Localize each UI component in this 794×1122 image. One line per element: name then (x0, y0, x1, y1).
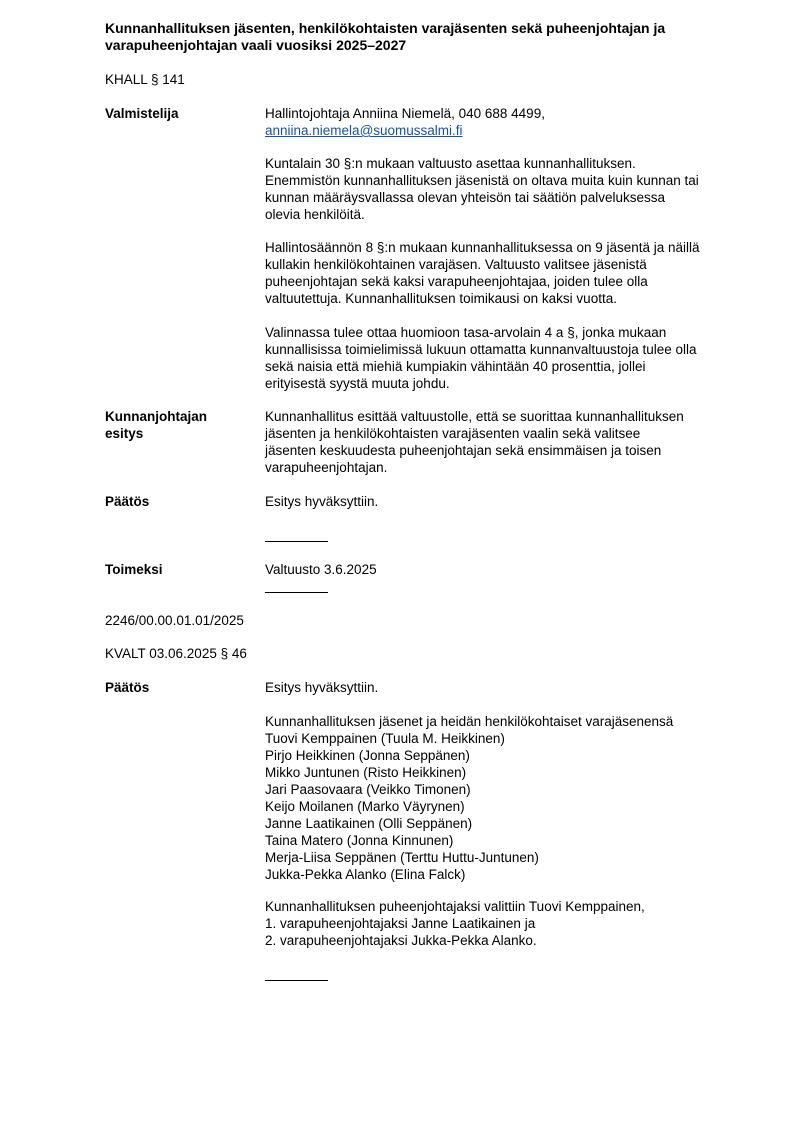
email-link[interactable]: anniina.niemela@suomussalmi.fi (265, 123, 463, 138)
valmistelija-paragraph-2 (265, 239, 700, 307)
paragraph-line: Kunnanhallitus esittää valtuustolle, että se suorittaa kunnanhallituksen (265, 409, 684, 424)
document-title (105, 20, 665, 54)
member-item: Jukka-Pekka Alanko (Elina Falck) (265, 867, 466, 882)
section-divider (265, 541, 328, 542)
member-item: Keijo Moilanen (Marko Väyrynen) (265, 799, 465, 814)
paragraph-line: Kunnanhallituksen puheenjohtajaksi valittiin Tuovi Kemppainen, (265, 899, 645, 914)
member-item: Merja-Liisa Seppänen (Terttu Huttu-Juntunen) (265, 850, 539, 865)
member-item: Janne Laatikainen (Olli Seppänen) (265, 816, 473, 831)
paragraph-line: jäsenten ja henkilökohtaisten varajäsenten vaalin sekä valitsee (265, 426, 641, 441)
valmistelija-paragraph-1 (265, 155, 699, 223)
section-divider (265, 592, 328, 593)
khall-reference: KHALL § 141 (105, 72, 185, 87)
member-item: Mikko Juntunen (Risto Heikkinen) (265, 765, 467, 780)
member-item: Jari Paasovaara (Veikko Timonen) (265, 782, 471, 797)
paragraph-line: valtuutettuja. Kunnanhallituksen toimikausi on kaksi vuotta. (265, 291, 617, 306)
paatos-label-2: Päätös (105, 680, 150, 695)
title-line-1: Kunnanhallituksen jäsenten, henkilökohtaisten varajäsenten sekä puheenjohtajan ja (105, 20, 666, 36)
chair-election (265, 898, 645, 949)
paragraph-line: varapuheenjohtajan. (265, 460, 388, 475)
valmistelija-paragraph-3 (265, 324, 697, 392)
paragraph-line: erityisestä syystä muuta johdu. (265, 376, 450, 391)
toimeksi-label: Toimeksi (105, 562, 163, 577)
valmistelija-block (265, 105, 545, 139)
member-item: Pirjo Heikkinen (Jonna Seppänen) (265, 748, 470, 763)
paragraph-line: jäsenten keskuudesta puheenjohtajan sekä ensimmäisen ja toisen (265, 443, 662, 458)
paragraph-line: Enemmistön kunnanhallituksen jäsenistä on oltava muita kuin kunnan tai (265, 173, 699, 188)
paragraph-line: Valinnassa tulee ottaa huomioon tasa-arvolain 4 a §, jonka mukaan (265, 325, 667, 340)
toimeksi-text: Valtuusto 3.6.2025 (265, 562, 377, 577)
paragraph-line: 1. varapuheenjohtajaksi Janne Laatikainen ja (265, 916, 536, 931)
diary-number: 2246/00.00.01.01/2025 (105, 613, 244, 628)
paragraph-line: kullakin henkilökohtainen varajäsen. Valtuusto valitsee jäsenistä (265, 257, 647, 272)
paatos-text-2: Esitys hyväksyttiin. (265, 680, 379, 695)
paatos-label: Päätös (105, 494, 150, 509)
paragraph-line: Hallintosäännön 8 §:n mukaan kunnanhallituksessa on 9 jäsentä ja näillä (265, 240, 700, 255)
kvalt-reference: KVALT 03.06.2025 § 46 (105, 646, 247, 661)
esitys-label-line-2: esitys (105, 426, 144, 441)
paragraph-line: puheenjohtajan sekä kaksi varapuheenjohtajaa, joiden tulee olla (265, 274, 648, 289)
paragraph-line: kunnan määräysvallassa olevan yhteisön tai säätiön palveluksessa (265, 190, 665, 205)
member-item: Tuovi Kemppainen (Tuula M. Heikkinen) (265, 731, 505, 746)
esitys-text (265, 408, 684, 476)
paragraph-line: Kuntalain 30 §:n mukaan valtuusto asettaa kunnanhallituksen. (265, 156, 636, 171)
section-divider (265, 980, 328, 981)
members-list (265, 713, 673, 883)
members-intro: Kunnanhallituksen jäsenet ja heidän henkilökohtaiset varajäsenensä (265, 714, 674, 729)
paragraph-line: kunnallisissa toimielimissä lukuun ottamatta kunnanvaltuustoja tulee olla (265, 342, 697, 357)
paragraph-line: sekä naisia että miehiä kumpiakin vähintään 40 prosenttia, jollei (265, 359, 646, 374)
esitys-label-line-1: Kunnanjohtajan (105, 409, 207, 424)
paragraph-line: olevia henkilöitä. (265, 207, 365, 222)
paragraph-line: 2. varapuheenjohtajaksi Jukka-Pekka Alanko. (265, 933, 537, 948)
member-item: Taina Matero (Jonna Kinnunen) (265, 833, 454, 848)
paatos-text: Esitys hyväksyttiin. (265, 494, 379, 509)
esitys-label (105, 408, 207, 442)
valmistelija-label: Valmistelija (105, 106, 179, 121)
preparer-line: Hallintojohtaja Anniina Niemelä, 040 688 4499, (265, 106, 545, 121)
title-line-2: varapuheenjohtajan vaali vuosiksi 2025–2027 (105, 37, 407, 53)
